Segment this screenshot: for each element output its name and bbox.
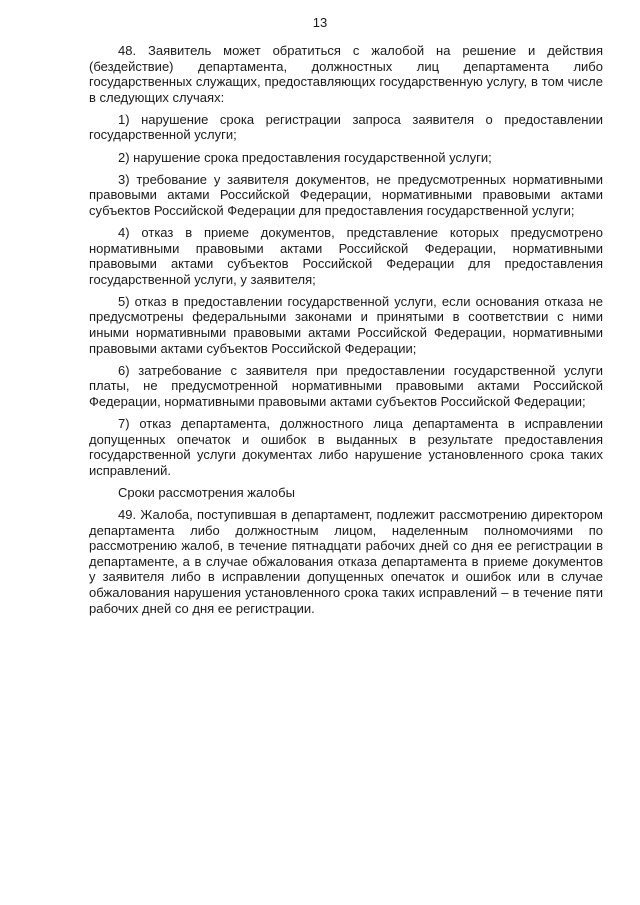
list-item-3: 3) требование у заявителя документов, не предусмотренных нормативными правовыми актами Российской Федерации, нормативными правовыми актами субъектов Российской Федерации для предоставления государственной услуги;	[89, 171, 603, 218]
list-item-6: 6) затребование с заявителя при предоставлении государственной услуги платы, не предусмотренной нормативными правовыми актами Российской Федерации, нормативными правовыми актами субъектов Российской Федерации;	[89, 362, 603, 409]
list-item-4: 4) отказ в приеме документов, представление которых предусмотрено нормативными правовыми актами Российской Федерации, нормативными правовыми актами субъектов Российской Федерации для предоставления государственной услуги, у заявителя;	[89, 224, 603, 287]
paragraph-48: 48. Заявитель может обратиться с жалобой на решение и действия (бездействие) департамента, должностных лиц департамента либо государственных служащих, предоставляющих государственную услугу, в том числе в следующих случаях:	[89, 43, 603, 105]
document-body	[89, 43, 603, 623]
list-item-5: 5) отказ в предоставлении государственной услуги, если основания отказа не предусмотрены федеральными законами и принятыми в соответствии с ними иными нормативными правовыми актами Российской Федерации, нормативными правовыми актами субъектов Российской Федерации;	[89, 293, 603, 356]
paragraph-49: 49. Жалоба, поступившая в департамент, подлежит рассмотрению директором департамента либо должностным лицом, наделенным полномочиями по рассмотрению жалоб, в течение пятнадцати рабочих дней со дня ее регистрации в департаменте, а в случае обжалования отказа департамента в приеме документов у заявителя либо в исправлении допущенных опечаток и ошибок или в случае обжалования нарушения установленного срока таких исправлений – в течение пяти рабочих дней со дня ее регистрации.	[89, 506, 603, 616]
list-item-1: 1) нарушение срока регистрации запроса заявителя о предоставлении государственной услуги;	[89, 111, 603, 143]
list-item-7: 7) отказ департамента, должностного лица департамента в исправлении допущенных опечаток и ошибок в выданных в результате предоставления государственной услуги документах либо нарушение установленного срока таких исправлений.	[89, 415, 603, 478]
page-number: 13	[312, 15, 328, 30]
list-item-2: 2) нарушение срока предоставления государственной услуги;	[118, 149, 492, 165]
section-heading: Сроки рассмотрения жалобы	[118, 484, 295, 500]
